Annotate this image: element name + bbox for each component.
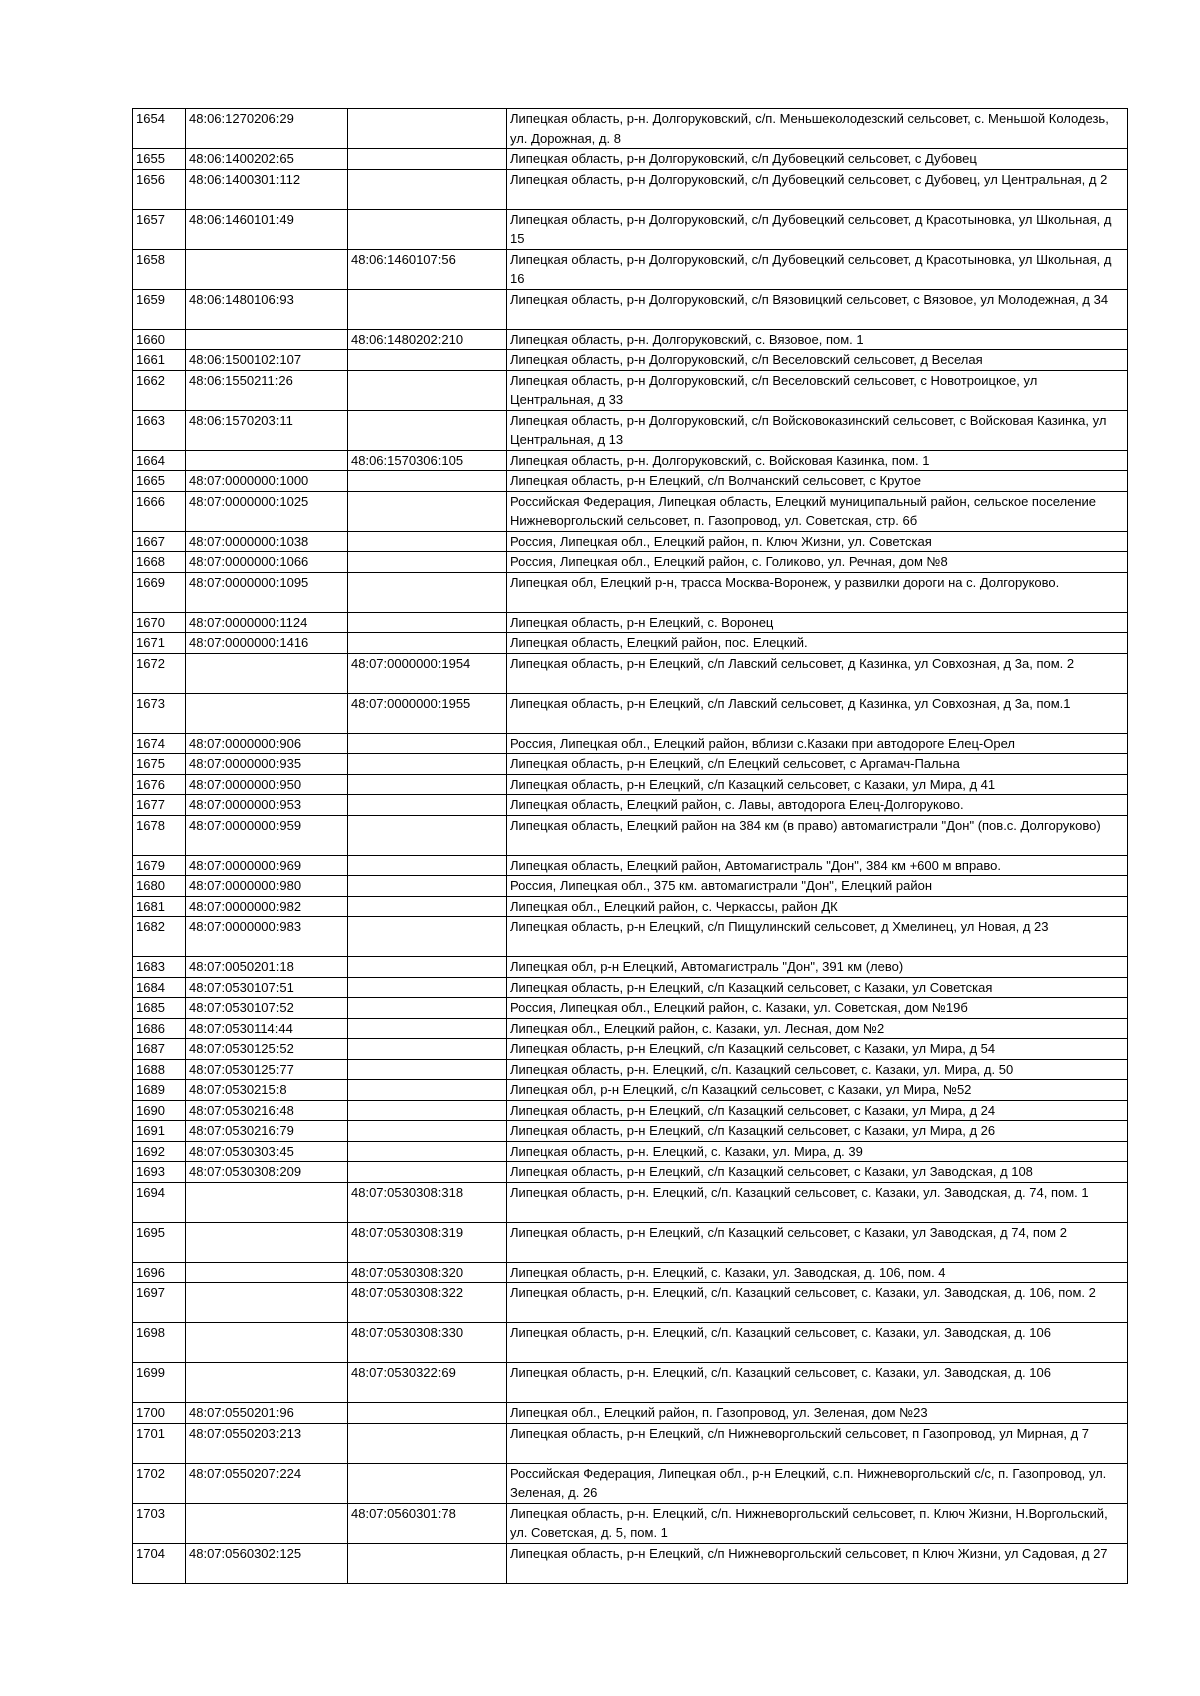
premises-number-cell — [348, 917, 507, 957]
premises-number-cell — [348, 998, 507, 1019]
table-row — [133, 957, 1128, 978]
cadastral-number-cell: 48:07:0530114:44 — [186, 1018, 348, 1039]
row-number-cell: 1660 — [133, 329, 186, 350]
table-body — [133, 109, 1128, 1584]
table-row — [133, 733, 1128, 754]
row-number-cell: 1683 — [133, 957, 186, 978]
cadastral-number-cell: 48:07:0000000:983 — [186, 917, 348, 957]
cadastral-number-cell: 48:06:1480106:93 — [186, 289, 348, 329]
premises-number-cell: 48:07:0000000:1955 — [348, 693, 507, 733]
address-cell: Липецкая область, р-н Елецкий, с/п Казацкий сельсовет, с Казаки, ул Заводская, д 74, пом 2 — [507, 1222, 1128, 1262]
premises-number-cell: 48:07:0530308:320 — [348, 1262, 507, 1283]
cadastral-number-cell: 48:07:0000000:1000 — [186, 471, 348, 492]
row-number-cell: 1659 — [133, 289, 186, 329]
table-row — [133, 896, 1128, 917]
premises-number-cell — [348, 876, 507, 897]
row-number-cell: 1682 — [133, 917, 186, 957]
row-number-cell: 1680 — [133, 876, 186, 897]
row-number-cell: 1704 — [133, 1543, 186, 1583]
table-row — [133, 1039, 1128, 1060]
premises-number-cell: 48:07:0530308:319 — [348, 1222, 507, 1262]
premises-number-cell — [348, 289, 507, 329]
cadastral-number-cell: 48:07:0000000:1124 — [186, 612, 348, 633]
row-number-cell: 1663 — [133, 410, 186, 450]
premises-number-cell — [348, 350, 507, 371]
premises-number-cell — [348, 1423, 507, 1463]
cadastral-number-cell: 48:07:0000000:1025 — [186, 491, 348, 531]
row-number-cell: 1690 — [133, 1100, 186, 1121]
cadastral-number-cell: 48:06:1570203:11 — [186, 410, 348, 450]
row-number-cell: 1677 — [133, 795, 186, 816]
row-number-cell: 1676 — [133, 774, 186, 795]
cadastral-number-cell: 48:07:0530125:77 — [186, 1059, 348, 1080]
table-row — [133, 552, 1128, 573]
row-number-cell: 1691 — [133, 1121, 186, 1142]
cadastral-number-cell: 48:07:0530215:8 — [186, 1080, 348, 1101]
row-number-cell: 1686 — [133, 1018, 186, 1039]
address-cell: Липецкая область, р-н Елецкий, с/п Пищулинский сельсовет, д Хмелинец, ул Новая, д 23 — [507, 917, 1128, 957]
premises-number-cell: 48:06:1460107:56 — [348, 249, 507, 289]
cadastral-number-cell: 48:07:0000000:906 — [186, 733, 348, 754]
table-row — [133, 109, 1128, 149]
table-row — [133, 450, 1128, 471]
address-cell: Липецкая область, р-н Долгоруковский, с/п Дубовецкий сельсовет, д Красотыновка, ул Школьная, д 15 — [507, 209, 1128, 249]
row-number-cell: 1693 — [133, 1162, 186, 1183]
table-row — [133, 774, 1128, 795]
address-cell: Липецкая область, Елецкий район, пос. Елецкий. — [507, 633, 1128, 654]
table-row — [133, 209, 1128, 249]
address-cell: Липецкая область, р-н Елецкий, с/п Нижневоргольский сельсовет, п Газопровод, ул Мирная, д 7 — [507, 1423, 1128, 1463]
premises-number-cell — [348, 896, 507, 917]
table-row — [133, 491, 1128, 531]
row-number-cell: 1657 — [133, 209, 186, 249]
cadastral-number-cell: 48:07:0000000:982 — [186, 896, 348, 917]
cadastral-number-cell: 48:07:0000000:953 — [186, 795, 348, 816]
address-cell: Липецкая область, р-н. Елецкий, с/п. Казацкий сельсовет, с. Казаки, ул. Заводская, д. 106, пом. 2 — [507, 1283, 1128, 1323]
cadastral-number-cell: 48:07:0000000:1416 — [186, 633, 348, 654]
address-cell: Липецкая область, р-н. Елецкий, с/п. Нижневоргольский сельсовет, п. Ключ Жизни, Н.Воргольский, ул. Советская, д. 5, пом. 1 — [507, 1503, 1128, 1543]
address-cell: Российская Федерация, Липецкая обл., р-н Елецкий, с.п. Нижневоргольский с/с, п. Газопровод, ул. Зеленая, д. 26 — [507, 1463, 1128, 1503]
row-number-cell: 1702 — [133, 1463, 186, 1503]
table-row — [133, 917, 1128, 957]
document-page — [132, 108, 1128, 1584]
cadastral-number-cell — [186, 1283, 348, 1323]
cadastral-number-cell: 48:07:0530107:52 — [186, 998, 348, 1019]
cadastral-number-cell: 48:07:0000000:950 — [186, 774, 348, 795]
table-row — [133, 410, 1128, 450]
row-number-cell: 1699 — [133, 1363, 186, 1403]
row-number-cell: 1675 — [133, 754, 186, 775]
cadastral-number-cell: 48:06:1270206:29 — [186, 109, 348, 149]
row-number-cell: 1668 — [133, 552, 186, 573]
table-row — [133, 998, 1128, 1019]
row-number-cell: 1670 — [133, 612, 186, 633]
table-row — [133, 149, 1128, 170]
row-number-cell: 1681 — [133, 896, 186, 917]
table-row — [133, 1323, 1128, 1363]
row-number-cell: 1672 — [133, 653, 186, 693]
cadastral-number-cell: 48:07:0530216:48 — [186, 1100, 348, 1121]
table-row — [133, 754, 1128, 775]
premises-number-cell: 48:07:0530322:69 — [348, 1363, 507, 1403]
address-cell: Липецкая обл, Елецкий р-н, трасса Москва-Воронеж, у развилки дороги на с. Долгоруково. — [507, 572, 1128, 612]
address-cell: Липецкая область, р-н Елецкий, с/п Казацкий сельсовет, с Казаки, ул Мира, д 24 — [507, 1100, 1128, 1121]
cadastral-number-cell: 48:06:1500102:107 — [186, 350, 348, 371]
row-number-cell: 1696 — [133, 1262, 186, 1283]
address-cell: Липецкая обл, р-н Елецкий, с/п Казацкий сельсовет, с Казаки, ул Мира, №52 — [507, 1080, 1128, 1101]
row-number-cell: 1655 — [133, 149, 186, 170]
address-cell: Липецкая область, р-н Долгоруковский, с/п Веселовский сельсовет, с Новотроицкое, ул Центральная, д 33 — [507, 370, 1128, 410]
premises-number-cell — [348, 1018, 507, 1039]
premises-number-cell — [348, 552, 507, 573]
row-number-cell: 1689 — [133, 1080, 186, 1101]
row-number-cell: 1661 — [133, 350, 186, 371]
address-cell: Липецкая область, р-н. Долгоруковский, с. Вязовое, пом. 1 — [507, 329, 1128, 350]
row-number-cell: 1665 — [133, 471, 186, 492]
row-number-cell: 1664 — [133, 450, 186, 471]
address-cell: Липецкая область, р-н. Елецкий, с. Казаки, ул. Заводская, д. 106, пом. 4 — [507, 1262, 1128, 1283]
row-number-cell: 1669 — [133, 572, 186, 612]
cadastral-number-cell — [186, 693, 348, 733]
table-row — [133, 1059, 1128, 1080]
premises-number-cell — [348, 1543, 507, 1583]
cadastral-number-cell: 48:07:0050201:18 — [186, 957, 348, 978]
address-cell: Липецкая обл., Елецкий район, с. Казаки, ул. Лесная, дом №2 — [507, 1018, 1128, 1039]
cadastral-number-cell: 48:07:0000000:980 — [186, 876, 348, 897]
cadastral-number-cell: 48:07:0560302:125 — [186, 1543, 348, 1583]
premises-number-cell — [348, 572, 507, 612]
cadastral-number-cell: 48:06:1400202:65 — [186, 149, 348, 170]
row-number-cell: 1701 — [133, 1423, 186, 1463]
cadastral-number-cell: 48:07:0550207:224 — [186, 1463, 348, 1503]
cadastral-number-cell — [186, 450, 348, 471]
address-cell: Липецкая область, р-н Елецкий, с/п Казацкий сельсовет, с Казаки, ул Заводская, д 108 — [507, 1162, 1128, 1183]
table-row — [133, 876, 1128, 897]
address-cell: Липецкая область, р-н. Долгоруковский, с. Войсковая Казинка, пом. 1 — [507, 450, 1128, 471]
premises-number-cell — [348, 774, 507, 795]
address-cell: Липецкая область, р-н Долгоруковский, с/п Дубовецкий сельсовет, с Дубовец, ул Центральная, д 2 — [507, 169, 1128, 209]
row-number-cell: 1685 — [133, 998, 186, 1019]
premises-number-cell — [348, 1463, 507, 1503]
row-number-cell: 1688 — [133, 1059, 186, 1080]
cadastral-number-cell: 48:07:0000000:959 — [186, 815, 348, 855]
row-number-cell: 1666 — [133, 491, 186, 531]
property-table — [132, 108, 1128, 1584]
premises-number-cell: 48:07:0000000:1954 — [348, 653, 507, 693]
table-row — [133, 471, 1128, 492]
table-row — [133, 1463, 1128, 1503]
address-cell: Липецкая обл, р-н Елецкий, Автомагистраль "Дон", 391 км (лево) — [507, 957, 1128, 978]
address-cell: Липецкая область, р-н Елецкий, с/п Волчанский сельсовет, с Крутое — [507, 471, 1128, 492]
premises-number-cell: 48:06:1480202:210 — [348, 329, 507, 350]
row-number-cell: 1674 — [133, 733, 186, 754]
cadastral-number-cell: 48:06:1550211:26 — [186, 370, 348, 410]
address-cell: Липецкая область, р-н Елецкий, с/п Казацкий сельсовет, с Казаки, ул Мира, д 54 — [507, 1039, 1128, 1060]
table-row — [133, 1080, 1128, 1101]
table-row — [133, 1262, 1128, 1283]
cadastral-number-cell — [186, 1182, 348, 1222]
address-cell: Липецкая область, р-н Елецкий, с/п Казацкий сельсовет, с Казаки, ул Советская — [507, 977, 1128, 998]
premises-number-cell: 48:07:0530308:322 — [348, 1283, 507, 1323]
table-row — [133, 1182, 1128, 1222]
premises-number-cell — [348, 957, 507, 978]
table-row — [133, 1141, 1128, 1162]
address-cell: Липецкая область, р-н Долгоруковский, с/п Войсковоказинский сельсовет, с Войсковая Казинка, ул Центральная, д 13 — [507, 410, 1128, 450]
cadastral-number-cell — [186, 653, 348, 693]
row-number-cell: 1698 — [133, 1323, 186, 1363]
cadastral-number-cell: 48:07:0000000:1066 — [186, 552, 348, 573]
row-number-cell: 1662 — [133, 370, 186, 410]
cadastral-number-cell — [186, 1222, 348, 1262]
premises-number-cell: 48:07:0530308:330 — [348, 1323, 507, 1363]
cadastral-number-cell: 48:07:0550203:213 — [186, 1423, 348, 1463]
cadastral-number-cell — [186, 1503, 348, 1543]
table-row — [133, 815, 1128, 855]
premises-number-cell — [348, 1121, 507, 1142]
premises-number-cell — [348, 612, 507, 633]
row-number-cell: 1667 — [133, 531, 186, 552]
address-cell: Липецкая область, р-н Долгоруковский, с/п Вязовицкий сельсовет, с Вязовое, ул Молодежная, д 34 — [507, 289, 1128, 329]
premises-number-cell — [348, 1141, 507, 1162]
table-row — [133, 693, 1128, 733]
table-row — [133, 1543, 1128, 1583]
premises-number-cell — [348, 1403, 507, 1424]
premises-number-cell — [348, 410, 507, 450]
table-row — [133, 1363, 1128, 1403]
cadastral-number-cell: 48:07:0530125:52 — [186, 1039, 348, 1060]
table-row — [133, 1222, 1128, 1262]
address-cell: Липецкая область, р-н Елецкий, с/п Елецкий сельсовет, с Аргамач-Пальна — [507, 754, 1128, 775]
table-row — [133, 370, 1128, 410]
table-row — [133, 350, 1128, 371]
row-number-cell: 1658 — [133, 249, 186, 289]
cadastral-number-cell — [186, 1363, 348, 1403]
address-cell: Россия, Липецкая обл., Елецкий район, п. Ключ Жизни, ул. Советская — [507, 531, 1128, 552]
table-row — [133, 977, 1128, 998]
row-number-cell: 1687 — [133, 1039, 186, 1060]
address-cell: Липецкая область, р-н. Елецкий, с. Казаки, ул. Мира, д. 39 — [507, 1141, 1128, 1162]
row-number-cell: 1703 — [133, 1503, 186, 1543]
table-row — [133, 1503, 1128, 1543]
cadastral-number-cell: 48:06:1460101:49 — [186, 209, 348, 249]
table-row — [133, 795, 1128, 816]
premises-number-cell — [348, 109, 507, 149]
premises-number-cell — [348, 815, 507, 855]
table-row — [133, 329, 1128, 350]
address-cell: Липецкая область, р-н. Елецкий, с/п. Казацкий сельсовет, с. Казаки, ул. Мира, д. 50 — [507, 1059, 1128, 1080]
table-row — [133, 572, 1128, 612]
table-row — [133, 1162, 1128, 1183]
premises-number-cell — [348, 169, 507, 209]
row-number-cell: 1692 — [133, 1141, 186, 1162]
row-number-cell: 1695 — [133, 1222, 186, 1262]
premises-number-cell — [348, 1059, 507, 1080]
cadastral-number-cell: 48:07:0530303:45 — [186, 1141, 348, 1162]
cadastral-number-cell — [186, 329, 348, 350]
address-cell: Липецкая область, р-н. Елецкий, с/п. Казацкий сельсовет, с. Казаки, ул. Заводская, д. 106 — [507, 1363, 1128, 1403]
cadastral-number-cell: 48:07:0000000:1095 — [186, 572, 348, 612]
row-number-cell: 1671 — [133, 633, 186, 654]
address-cell: Липецкая область, р-н. Елецкий, с/п. Казацкий сельсовет, с. Казаки, ул. Заводская, д. 74, пом. 1 — [507, 1182, 1128, 1222]
premises-number-cell — [348, 754, 507, 775]
premises-number-cell — [348, 1039, 507, 1060]
address-cell: Россия, Липецкая обл., Елецкий район, вблизи с.Казаки при автодороге Елец-Орел — [507, 733, 1128, 754]
row-number-cell: 1656 — [133, 169, 186, 209]
premises-number-cell: 48:07:0530308:318 — [348, 1182, 507, 1222]
cadastral-number-cell: 48:07:0530107:51 — [186, 977, 348, 998]
premises-number-cell — [348, 795, 507, 816]
address-cell: Липецкая область, р-н Елецкий, с/п Казацкий сельсовет, с Казаки, ул Мира, д 26 — [507, 1121, 1128, 1142]
table-row — [133, 249, 1128, 289]
cadastral-number-cell: 48:07:0550201:96 — [186, 1403, 348, 1424]
table-row — [133, 1121, 1128, 1142]
row-number-cell: 1694 — [133, 1182, 186, 1222]
premises-number-cell — [348, 531, 507, 552]
row-number-cell: 1700 — [133, 1403, 186, 1424]
premises-number-cell — [348, 1080, 507, 1101]
premises-number-cell — [348, 209, 507, 249]
cadastral-number-cell — [186, 1323, 348, 1363]
premises-number-cell — [348, 733, 507, 754]
address-cell: Липецкая область, р-н Долгоруковский, с/п Веселовский сельсовет, д Веселая — [507, 350, 1128, 371]
address-cell: Россия, Липецкая обл., 375 км. автомагистрали "Дон", Елецкий район — [507, 876, 1128, 897]
address-cell: Липецкая область, р-н Долгоруковский, с/п Дубовецкий сельсовет, с Дубовец — [507, 149, 1128, 170]
address-cell: Липецкая область, Елецкий район, Автомагистраль "Дон", 384 км +600 м вправо. — [507, 855, 1128, 876]
premises-number-cell: 48:06:1570306:105 — [348, 450, 507, 471]
premises-number-cell — [348, 471, 507, 492]
premises-number-cell — [348, 855, 507, 876]
address-cell: Липецкая обл., Елецкий район, с. Черкассы, район ДК — [507, 896, 1128, 917]
address-cell: Липецкая область, Елецкий район, с. Лавы, автодорога Елец-Долгоруково. — [507, 795, 1128, 816]
premises-number-cell: 48:07:0560301:78 — [348, 1503, 507, 1543]
premises-number-cell — [348, 977, 507, 998]
table-row — [133, 633, 1128, 654]
address-cell: Липецкая область, Елецкий район на 384 км (в право) автомагистрали "Дон" (пов.с. Долгоруково) — [507, 815, 1128, 855]
table-row — [133, 289, 1128, 329]
row-number-cell: 1673 — [133, 693, 186, 733]
cadastral-number-cell: 48:07:0530308:209 — [186, 1162, 348, 1183]
cadastral-number-cell: 48:06:1400301:112 — [186, 169, 348, 209]
premises-number-cell — [348, 491, 507, 531]
premises-number-cell — [348, 149, 507, 170]
table-row — [133, 531, 1128, 552]
address-cell: Липецкая область, р-н Елецкий, с/п Нижневоргольский сельсовет, п Ключ Жизни, ул Садовая, д 27 — [507, 1543, 1128, 1583]
table-row — [133, 1100, 1128, 1121]
table-row — [133, 1403, 1128, 1424]
row-number-cell: 1679 — [133, 855, 186, 876]
row-number-cell: 1654 — [133, 109, 186, 149]
premises-number-cell — [348, 633, 507, 654]
row-number-cell: 1678 — [133, 815, 186, 855]
premises-number-cell — [348, 1162, 507, 1183]
table-row — [133, 169, 1128, 209]
cadastral-number-cell: 48:07:0000000:935 — [186, 754, 348, 775]
cadastral-number-cell: 48:07:0000000:1038 — [186, 531, 348, 552]
row-number-cell: 1684 — [133, 977, 186, 998]
address-cell: Липецкая область, р-н Елецкий, с/п Лавский сельсовет, д Казинка, ул Совхозная, д 3а, пом. 2 — [507, 653, 1128, 693]
cadastral-number-cell — [186, 1262, 348, 1283]
address-cell: Российская Федерация, Липецкая область, Елецкий муниципальный район, сельское поселение Нижневоргольский сельсовет, п. Газопровод, ул. Советская, стр. 6б — [507, 491, 1128, 531]
table-row — [133, 1018, 1128, 1039]
address-cell: Липецкая область, р-н. Елецкий, с/п. Казацкий сельсовет, с. Казаки, ул. Заводская, д. 106 — [507, 1323, 1128, 1363]
address-cell: Липецкая область, р-н Елецкий, с. Воронец — [507, 612, 1128, 633]
table-row — [133, 1283, 1128, 1323]
address-cell: Липецкая область, р-н Елецкий, с/п Лавский сельсовет, д Казинка, ул Совхозная, д 3а, пом.1 — [507, 693, 1128, 733]
table-row — [133, 612, 1128, 633]
premises-number-cell — [348, 1100, 507, 1121]
address-cell: Липецкая область, р-н. Долгоруковский, с/п. Меньшеколодезский сельсовет, с. Меньшой Колодезь, ул. Дорожная, д. 8 — [507, 109, 1128, 149]
premises-number-cell — [348, 370, 507, 410]
cadastral-number-cell — [186, 249, 348, 289]
cadastral-number-cell: 48:07:0000000:969 — [186, 855, 348, 876]
table-row — [133, 1423, 1128, 1463]
address-cell: Липецкая область, р-н Долгоруковский, с/п Дубовецкий сельсовет, д Красотыновка, ул Школьная, д 16 — [507, 249, 1128, 289]
address-cell: Липецкая обл., Елецкий район, п. Газопровод, ул. Зеленая, дом №23 — [507, 1403, 1128, 1424]
cadastral-number-cell: 48:07:0530216:79 — [186, 1121, 348, 1142]
address-cell: Россия, Липецкая обл., Елецкий район, с. Казаки, ул. Советская, дом №19б — [507, 998, 1128, 1019]
row-number-cell: 1697 — [133, 1283, 186, 1323]
address-cell: Россия, Липецкая обл., Елецкий район, с. Голиково, ул. Речная, дом №8 — [507, 552, 1128, 573]
table-row — [133, 855, 1128, 876]
table-row — [133, 653, 1128, 693]
address-cell: Липецкая область, р-н Елецкий, с/п Казацкий сельсовет, с Казаки, ул Мира, д 41 — [507, 774, 1128, 795]
